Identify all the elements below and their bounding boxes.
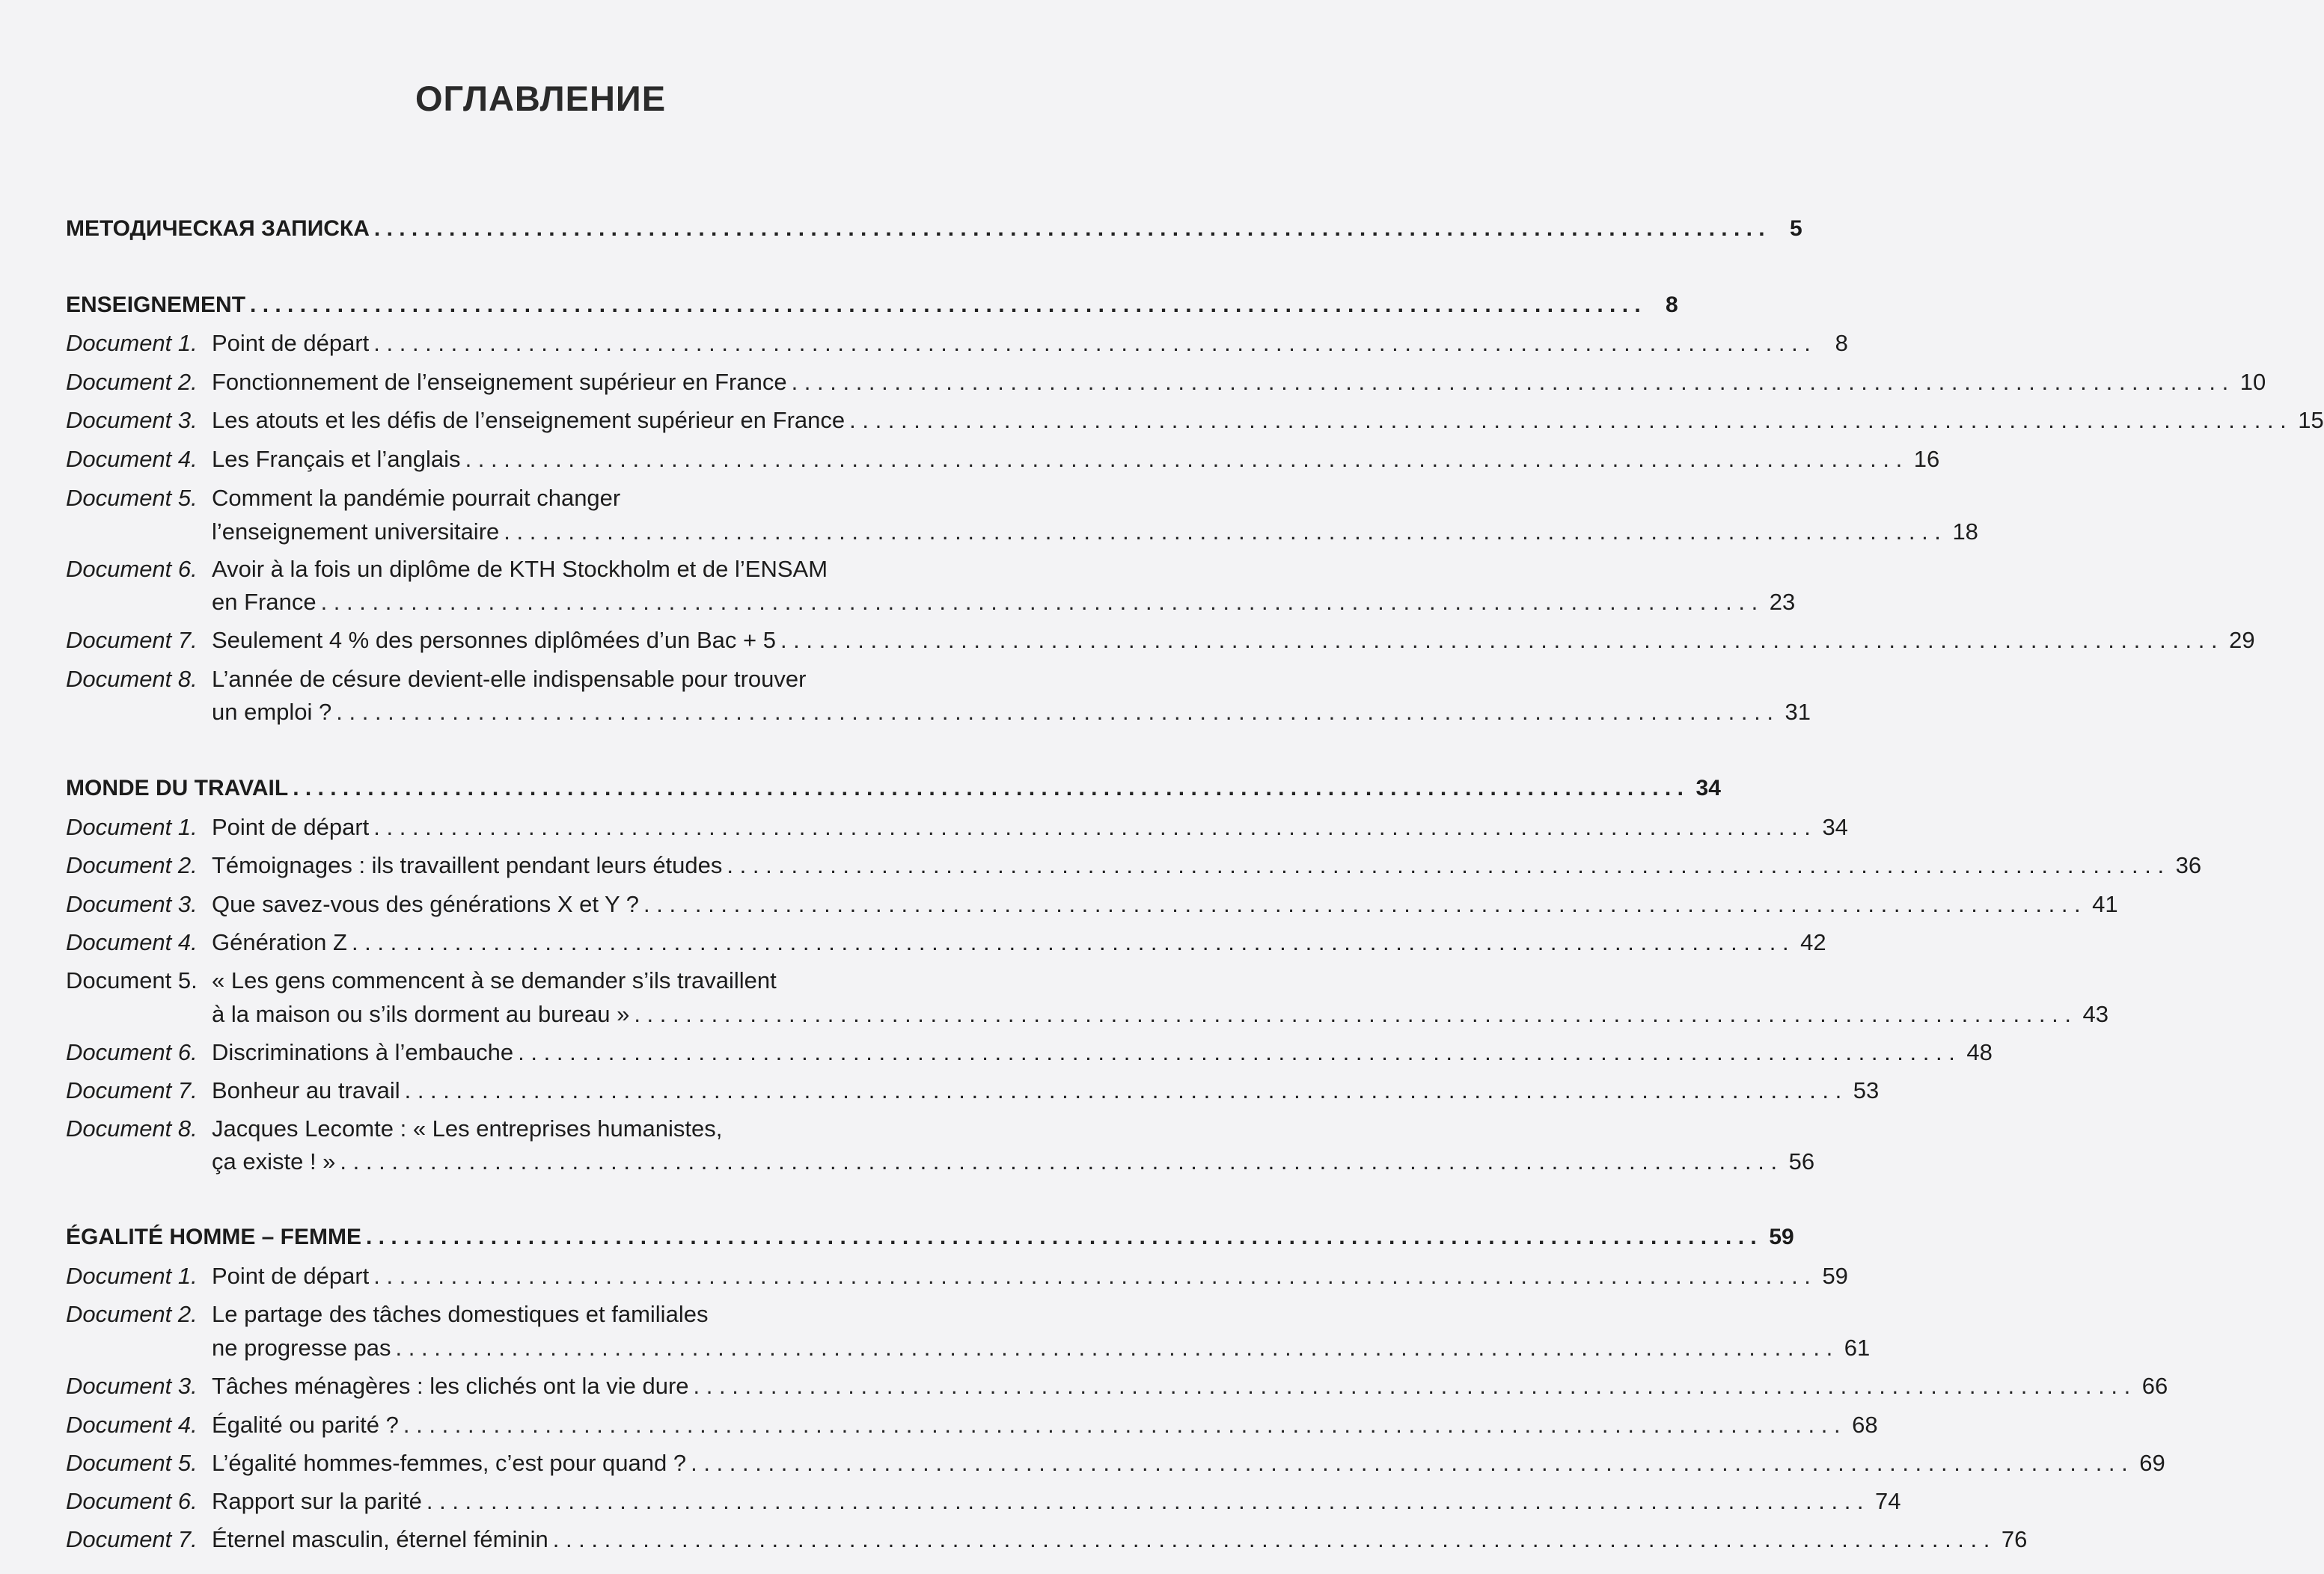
document-label: Document 8. <box>66 1115 198 1142</box>
leader-dots <box>347 923 1794 962</box>
document-label: Document 5. <box>66 485 198 511</box>
leader-dots <box>689 1367 2135 1406</box>
document-label: Document 1. <box>66 814 198 840</box>
leader-dots <box>391 1329 1838 1368</box>
leader-dots <box>370 209 1770 248</box>
toc-section-enseignement[interactable] <box>66 286 1678 325</box>
leader-dots <box>845 401 2291 440</box>
leader-dots <box>787 363 2233 402</box>
toc-entry[interactable] <box>66 1482 1901 1521</box>
leader-dots <box>548 1520 1995 1559</box>
document-label: Document 4. <box>66 929 198 955</box>
toc-entry-continued[interactable] <box>66 583 1796 622</box>
entry-title: Rapport sur la parité <box>212 1488 422 1514</box>
toc-entry[interactable] <box>66 1444 2165 1483</box>
section-title: МЕТОДИЧЕСКАЯ ЗАПИСКА <box>66 216 370 241</box>
entry-title: Bonheur au travail <box>212 1077 400 1103</box>
entry-title: Point de départ <box>212 1263 370 1289</box>
toc-entry[interactable] <box>66 1033 1993 1072</box>
toc-entry-continued[interactable] <box>66 1142 1815 1181</box>
entry-title: Fonctionnement de l’enseignement supérieur en France <box>212 369 787 395</box>
page-number: 36 <box>2175 852 2202 878</box>
page-number: 74 <box>1875 1488 1901 1514</box>
page-number: 53 <box>1853 1077 1880 1103</box>
document-label: Document 6. <box>66 556 198 582</box>
page-number: 68 <box>1852 1412 1878 1438</box>
entry-title: Témoignages : ils travaillent pendant leurs études <box>212 852 723 878</box>
page-number: 76 <box>2001 1526 2028 1552</box>
entry-title: Discriminations à l’embauche <box>212 1039 514 1065</box>
entry-title: Les Français et l’anglais <box>212 446 461 472</box>
document-label: Document 4. <box>66 446 198 472</box>
page-number: 15 <box>2298 407 2324 433</box>
leader-dots <box>422 1482 1868 1521</box>
toc-entry[interactable] <box>66 846 2202 885</box>
section-title: ENSEIGNEMENT <box>66 293 246 317</box>
toc-entry[interactable] <box>66 923 1826 962</box>
document-label: Document 4. <box>66 1412 198 1438</box>
page-number: 16 <box>1913 446 1940 472</box>
entry-title: Que savez-vous des générations X et Y ? <box>212 891 639 917</box>
leader-dots <box>639 885 2085 924</box>
entry-title-continued: à la maison ou s’ils dorment au bureau » <box>212 1001 630 1027</box>
document-label: Document 2. <box>66 1301 198 1327</box>
document-label: Document 6. <box>66 1488 198 1514</box>
leader-dots <box>331 693 1778 732</box>
page-number: 61 <box>1844 1335 1871 1361</box>
toc-entry[interactable] <box>66 1071 1880 1110</box>
toc-entry-continued[interactable] <box>66 1329 1871 1368</box>
toc-entry-continued[interactable] <box>66 512 1978 551</box>
leader-dots <box>776 621 2222 660</box>
page-number: 59 <box>1769 1225 1794 1249</box>
toc-entry-continued[interactable] <box>66 995 2109 1034</box>
leader-dots <box>686 1444 2132 1483</box>
toc-entry[interactable] <box>66 1367 2168 1406</box>
leader-dots <box>245 286 1645 325</box>
page-number: 23 <box>1769 589 1796 615</box>
entry-title: Seulement 4 % des personnes diplômées d’un Bac + 5 <box>212 627 776 653</box>
entry-title-continued: un emploi ? <box>212 699 332 725</box>
toc-section-methodology[interactable] <box>66 209 1802 248</box>
page-number: 43 <box>2082 1001 2109 1027</box>
page-number: 5 <box>1789 216 1802 241</box>
document-label: Document 8. <box>66 666 198 692</box>
leader-dots <box>722 846 2168 885</box>
page-number: 69 <box>2139 1450 2165 1476</box>
leader-dots <box>335 1142 1782 1181</box>
toc-section-travail[interactable] <box>66 769 1721 808</box>
document-label: Document 7. <box>66 1526 198 1552</box>
entry-title: L’année de césure devient-elle indispensable pour trouver <box>212 666 807 692</box>
entry-title: Tâches ménagères : les clichés ont la vie dure <box>212 1373 689 1399</box>
entry-title: Les atouts et les défis de l’enseignement supérieur en France <box>212 407 845 433</box>
toc-entry-continued[interactable] <box>66 693 1811 732</box>
entry-title: « Les gens commencent à se demander s’ils travaillent <box>212 967 777 993</box>
document-label: Document 2. <box>66 852 198 878</box>
page-number: 8 <box>1835 330 1848 356</box>
document-label: Document 6. <box>66 1039 198 1065</box>
page-number: 31 <box>1785 699 1811 725</box>
section-title: ÉGALITÉ HOMME – FEMME <box>66 1225 362 1249</box>
page-number: 18 <box>1952 518 1978 545</box>
toc-entry[interactable] <box>66 401 2324 440</box>
entry-title-continued: l’enseignement universitaire <box>212 518 500 545</box>
document-label: Document 5. <box>66 967 198 993</box>
leader-dots <box>288 769 1688 808</box>
entry-title: Génération Z <box>212 929 347 955</box>
leader-dots <box>369 1257 1815 1296</box>
leader-dots <box>513 1033 1960 1072</box>
document-label: Document 1. <box>66 1263 198 1289</box>
page-number: 10 <box>2239 369 2266 395</box>
document-label: Document 2. <box>66 369 198 395</box>
entry-title: Jacques Lecomte : « Les entreprises humanistes, <box>212 1115 723 1142</box>
document-label: Document 5. <box>66 1450 198 1476</box>
page-number: 66 <box>2141 1373 2168 1399</box>
toc-entry[interactable] <box>66 1257 1848 1296</box>
document-label: Document 7. <box>66 1077 198 1103</box>
entry-title: Comment la pandémie pourrait changer <box>212 485 621 511</box>
section-title: MONDE DU TRAVAIL <box>66 776 289 800</box>
entry-title: L’égalité hommes-femmes, c’est pour quand ? <box>212 1450 687 1476</box>
leader-dots <box>499 512 1945 551</box>
page-number: 48 <box>1966 1039 1993 1065</box>
page-number: 42 <box>1800 929 1826 955</box>
leader-dots <box>369 808 1815 847</box>
toc-entry[interactable] <box>66 1406 1878 1445</box>
entry-title-continued: ne progresse pas <box>212 1335 391 1361</box>
document-label: Document 3. <box>66 891 198 917</box>
toc-entry[interactable] <box>66 808 1848 847</box>
page-number: 34 <box>1695 776 1721 800</box>
entry-title: Égalité ou parité ? <box>212 1412 399 1438</box>
leader-dots <box>399 1406 1845 1445</box>
toc-entry[interactable] <box>66 621 2255 660</box>
entry-title-continued: en France <box>212 589 317 615</box>
page-number: 56 <box>1788 1148 1815 1175</box>
entry-title: Point de départ <box>212 330 370 356</box>
page-number: 8 <box>1666 293 1678 317</box>
entry-title-continued: ça existe ! » <box>212 1148 336 1175</box>
leader-dots <box>461 440 1907 479</box>
document-label: Document 3. <box>66 407 198 433</box>
page-number: 41 <box>2092 891 2118 917</box>
page-title: ОГЛАВЛЕНИЕ <box>415 79 667 118</box>
leader-dots <box>361 1218 1761 1257</box>
entry-title: Point de départ <box>212 814 370 840</box>
toc-section-egalite[interactable] <box>66 1218 1794 1257</box>
toc-entry[interactable] <box>66 324 1848 363</box>
leader-dots <box>629 995 2076 1034</box>
document-label: Document 7. <box>66 627 198 653</box>
entry-title: Avoir à la fois un diplôme de KTH Stockholm et de l’ENSAM <box>212 556 828 582</box>
document-label: Document 1. <box>66 330 198 356</box>
page-number: 59 <box>1822 1263 1848 1289</box>
toc-entry[interactable] <box>66 363 2266 402</box>
leader-dots <box>317 583 1763 622</box>
page-number: 34 <box>1822 814 1848 840</box>
leader-dots <box>400 1071 1847 1110</box>
toc-entry[interactable] <box>66 1520 2028 1559</box>
entry-title: Le partage des tâches domestiques et familiales <box>212 1301 709 1327</box>
toc-entry[interactable] <box>66 885 2118 924</box>
entry-title: Éternel masculin, éternel féminin <box>212 1526 548 1552</box>
toc-entry[interactable] <box>66 440 1940 479</box>
page-number: 29 <box>2229 627 2255 653</box>
leader-dots <box>369 324 1815 363</box>
document-label: Document 3. <box>66 1373 198 1399</box>
